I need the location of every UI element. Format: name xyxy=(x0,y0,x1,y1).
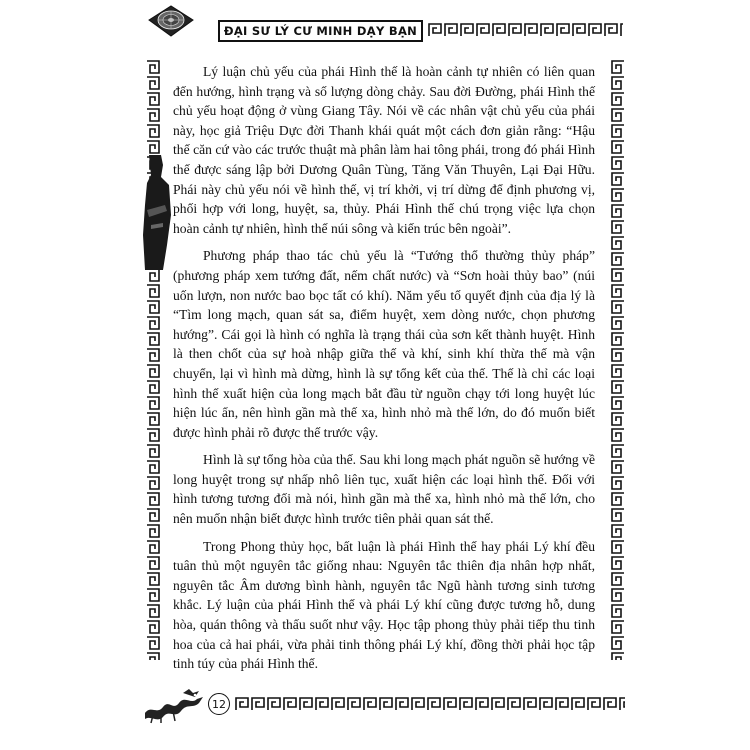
page-number: 12 xyxy=(208,693,230,715)
right-greek-key-border xyxy=(610,60,626,660)
book-page xyxy=(123,0,627,750)
paragraph: Trong Phong thủy học, bất luận là phái Hình thế hay phái Lý khí đều tuân thủ một nguyên tắc giống nhau: Nguyên tắc thiên địa nhân hợp nhất, nguyên tắc Âm dương bình hành, nguyên tắc Ngũ hành tương sinh tương khắc. Lý luận của phái Hình thế và phái Lý khí cũng được tương hỗ, dung hòa, quán thông và thấu suốt như vậy. Học tập phong thủy phải tiếp thu tinh hoa của cả hai phái, vừa phải tinh thông phái Lý khí, đồng thời phải học tập tinh túy của phái Hình thế. xyxy=(173,538,595,672)
paragraph: Phương pháp thao tác chủ yếu là “Tướng thổ thường thủy pháp” (phương pháp xem tướng đất, nếm chất nước) và “Sơn hoài thủy bao” (núi uốn lượn, non nước bao bọc tất có khí). Năm yếu tố quyết định của địa lý là “Tìm long mạch, quan sát sa, điểm huyệt, xem dòng nước, chọn phương hướng”. Cái gọi là hình có nghĩa là trạng thái của sơn kết thành huyệt. Hình là then chốt của sự hoà nhập giữa thế và khí, sinh khí thừa thế mà vận chuyển, lại vì hình mà dừng, hình là sự tổng kết của thế. Thế là chỉ các loại hình thế xuất hiện của long mạch bắt đầu từ nguồn chạy tới long huyệt lúc hiện lúc ẩn, nên hình gần mà thế xa, hình nhỏ mà thế lớn, do đó muốn biết được hình phải rõ được thế trước vậy. xyxy=(173,248,595,440)
compass-icon xyxy=(145,2,197,40)
left-greek-key-border xyxy=(145,60,161,660)
footer-greek-key-border xyxy=(235,696,625,712)
paragraph: Hình là sự tổng hòa của thế. Sau khi long mạch phát nguồn sẽ hướng về long huyệt trong sự nhấp nhô liên tục, xuất hiện các loại hình thế. Đối với hình tương tương đối mà nói, hình gần mà thế xa, hình nhỏ mà thế lớn, cho nên muốn nhận biết được hình trước tiên phải quan sát thế. xyxy=(173,452,595,527)
body-text xyxy=(173,62,595,682)
paragraph: Lý luận chủ yếu của phái Hình thế là hoàn cảnh tự nhiên có liên quan đến hướng, hình trạng và số lượng dòng chảy. Sau đời Đường, phái Hình thế chủ yếu hoạt động ở vùng Giang Tây. Nói về các nhân vật chủ yếu của phái này, học giả Triệu Dực đời Thanh khái quát một cách đơn giản rằng: “Hậu thế căn cứ vào các trước thuật mà phân làm hai tông phái, trong đó phái Hình thế được sáng lập bởi Dương Quân Tùng, Tăng Văn Thuyên, Lại Đại Hữu. Phái này chủ yếu nói về hình thế, vị trí khởi, vị trí dừng để định phương vị, phối hợp với long, huyệt, sa, thủy. Phái Hình thế chú trọng việc lựa chọn hoàn cảnh tự nhiên, hình thế núi sông và kiến trúc bên ngoài”. xyxy=(173,64,595,236)
running-header xyxy=(218,20,423,42)
header-greek-key-border xyxy=(428,22,623,38)
scholar-figure-icon xyxy=(141,155,175,270)
book-title: ĐẠI SƯ LÝ CƯ MINH DẠY BẠN xyxy=(223,24,418,38)
dragon-icon xyxy=(143,685,205,725)
